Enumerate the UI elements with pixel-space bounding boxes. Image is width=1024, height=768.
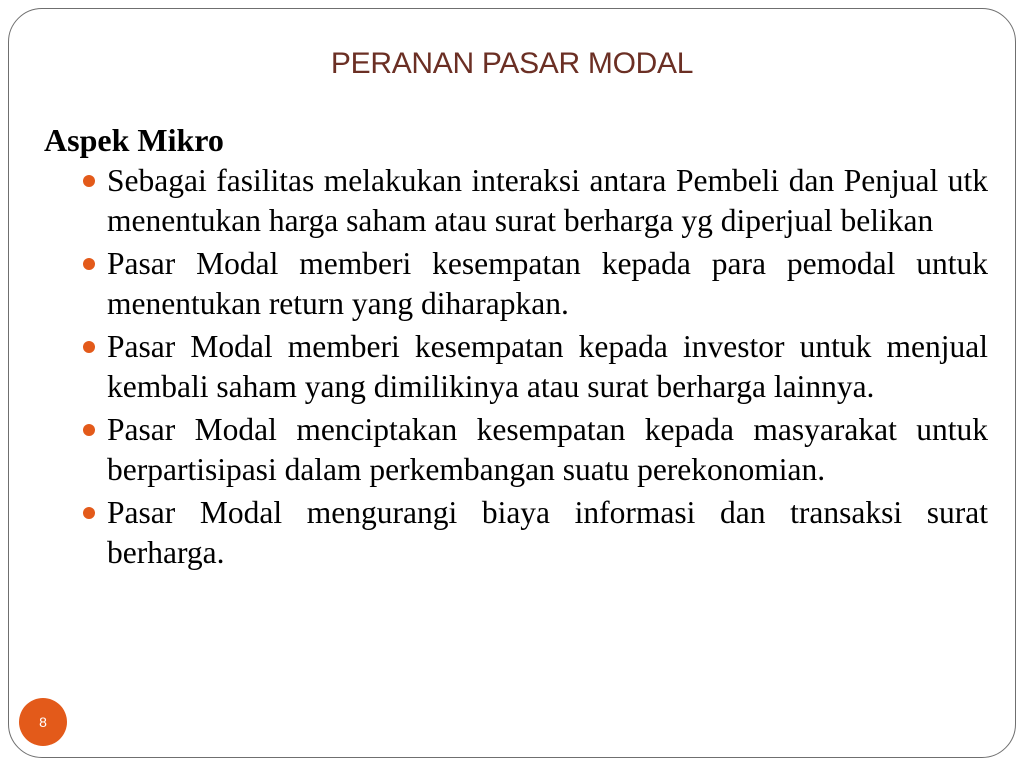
bullet-item xyxy=(44,410,988,490)
bullet-item xyxy=(44,244,988,324)
bullet-text: Pasar Modal mengurangi biaya informasi dan transaksi surat berharga. xyxy=(107,495,988,570)
slide-title: PERANAN PASAR MODAL xyxy=(330,47,694,80)
bullet-text: Pasar Modal menciptakan kesempatan kepada masyarakat untuk berpartisipasi dalam perkembangan suatu perekonomian. xyxy=(107,412,988,487)
bullet-text: Pasar Modal memberi kesempatan kepada investor untuk menjual kembali saham yang dimilikinya atau surat berharga lainnya. xyxy=(107,329,988,404)
slide-content xyxy=(44,120,988,576)
section-heading: Aspek Mikro xyxy=(44,122,224,158)
bullet-text: Pasar Modal memberi kesempatan kepada para pemodal untuk menentukan return yang diharapkan. xyxy=(107,246,988,321)
bullet-dot-icon xyxy=(83,507,95,519)
bullet-text: Sebagai fasilitas melakukan interaksi antara Pembeli dan Penjual utk menentukan harga saham atau surat berharga yg diperjual belikan xyxy=(107,163,988,238)
bullet-item xyxy=(44,493,988,573)
bullet-item xyxy=(44,161,988,241)
bullet-dot-icon xyxy=(83,341,95,353)
bullet-dot-icon xyxy=(83,175,95,187)
bullet-dot-icon xyxy=(83,424,95,436)
bullet-dot-icon xyxy=(83,258,95,270)
bullet-item xyxy=(44,327,988,407)
page-number-badge: 8 xyxy=(19,698,67,746)
bullet-list xyxy=(44,161,988,573)
